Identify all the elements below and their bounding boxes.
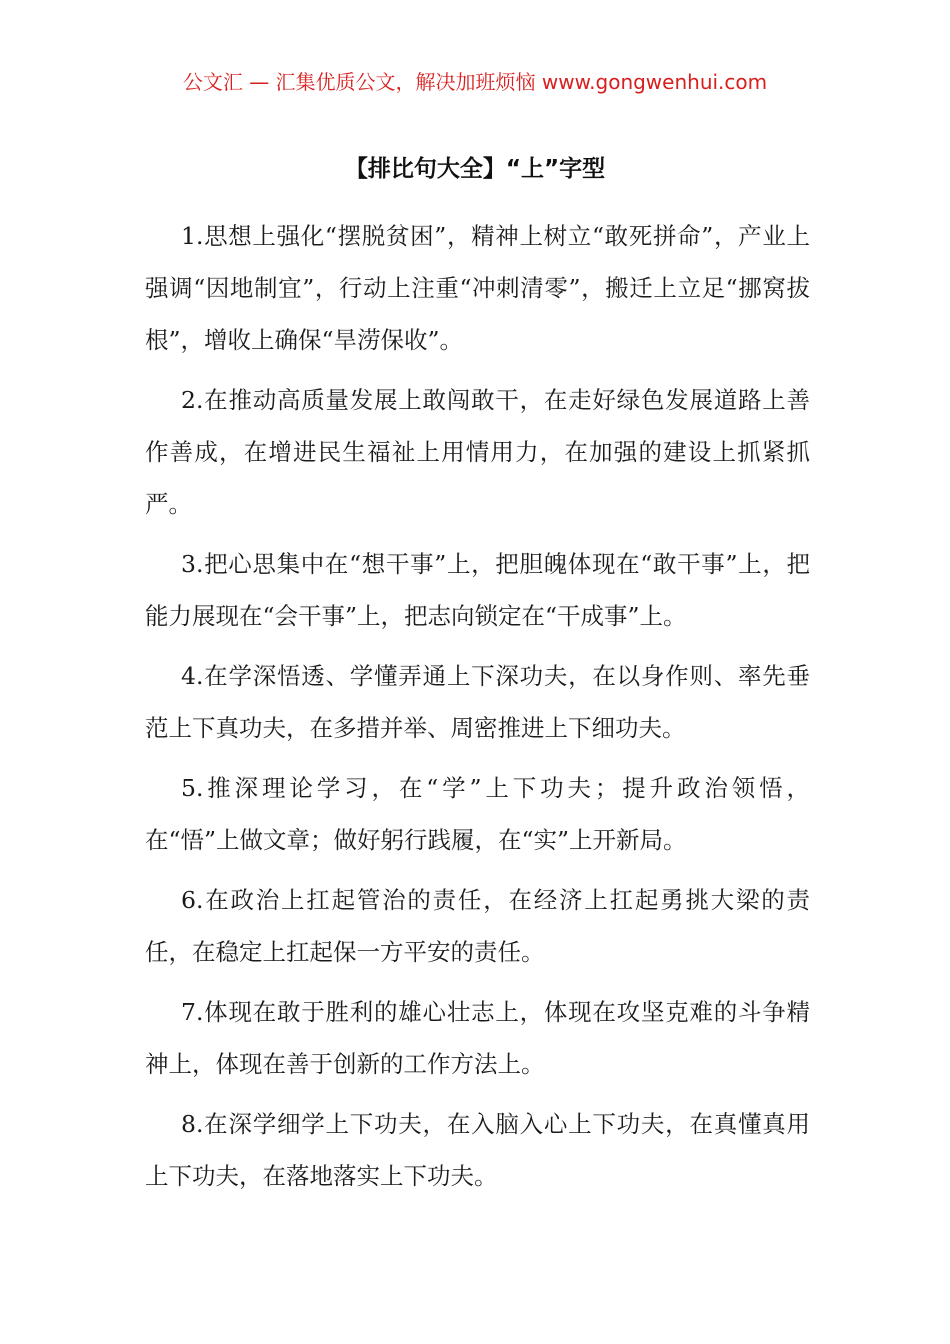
document-title: 【排比句大全】“上”字型: [344, 156, 606, 182]
paragraph-8: 8.在深学细学上下功夫，在入脑入心上下功夫，在真懂真用上下功夫，在落地落实上下功夫。: [145, 1110, 810, 1190]
paragraph-5: 5.推深理论学习，在“学”上下功夫；提升政治领悟，在“悟”上做文章；做好躬行践履，在“实”上开新局。: [145, 774, 810, 854]
paragraph-4: 4.在学深悟透、学懂弄通上下深功夫，在以身作则、率先垂范上下真功夫，在多措并举、周密推进上下细功夫。: [145, 662, 810, 742]
document-body: [145, 210, 810, 1210]
paragraph-1: 1.思想上强化“摆脱贫困”，精神上树立“敢死拼命”，产业上强调“因地制宜”，行动上注重“冲刺清零”，搬迁上立足“挪窝拔根”，增收上确保“旱涝保收”。: [145, 222, 810, 354]
header-banner: 公文汇 — 汇集优质公文，解决加班烦恼 www.gongwenhui.com: [182, 70, 768, 94]
paragraph-3: 3.把心思集中在“想干事”上，把胆魄体现在“敢干事”上，把能力展现在“会干事”上，把志向锁定在“干成事”上。: [145, 550, 810, 630]
paragraph-7: 7.体现在敢于胜利的雄心壮志上，体现在攻坚克难的斗争精神上，体现在善于创新的工作方法上。: [145, 998, 810, 1078]
paragraph-2: 2.在推动高质量发展上敢闯敢干，在走好绿色发展道路上善作善成，在增进民生福祉上用情用力，在加强的建设上抓紧抓严。: [145, 386, 810, 518]
paragraph-6: 6.在政治上扛起管治的责任，在经济上扛起勇挑大梁的责任，在稳定上扛起保一方平安的责任。: [145, 886, 810, 966]
